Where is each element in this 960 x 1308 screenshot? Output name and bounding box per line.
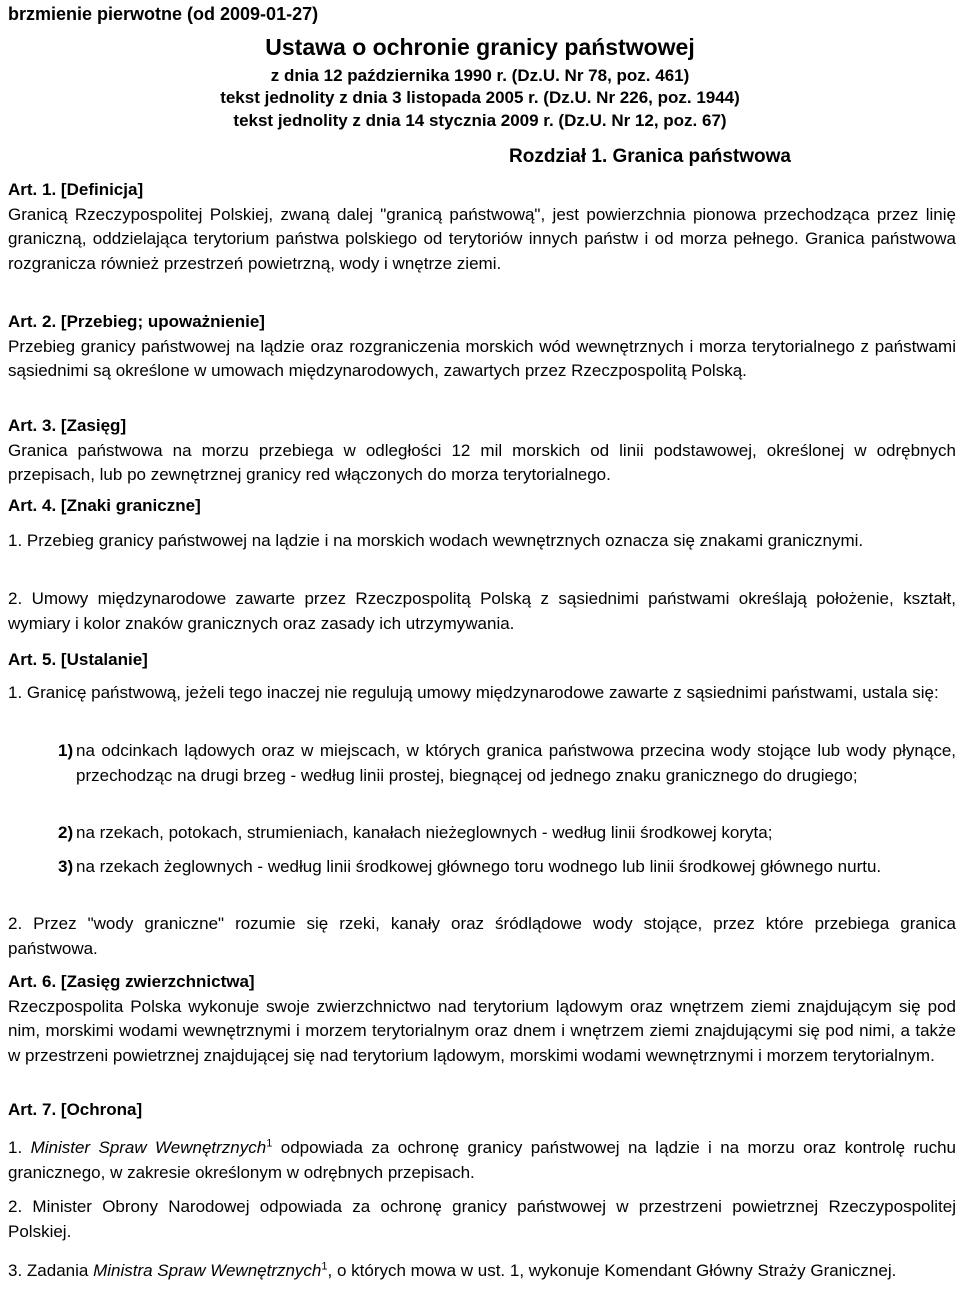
footnote-marker: 1 bbox=[321, 1260, 328, 1273]
list-item-text: na rzekach, potokach, strumieniach, kanałach nieżeglownych - według linii środkowej koryta; bbox=[76, 823, 773, 842]
act-consolidated-line-2009: tekst jednolity z dnia 14 stycznia 2009 r. (Dz.U. Nr 12, poz. 67) bbox=[233, 111, 727, 130]
article-2-text: Przebieg granicy państwowej na lądzie oraz rozgraniczenia morskich wód wewnętrznych i morza terytorialnego z państwami sąsiednimi są określone w umowach międzynarodowych, zawartych przez Rzeczpospolitą Polską. bbox=[8, 336, 956, 380]
article-6 bbox=[8, 970, 956, 1068]
article-2-heading bbox=[8, 310, 956, 335]
act-title: Ustawa o ochronie granicy państwowej bbox=[265, 34, 695, 60]
article-1-heading bbox=[8, 178, 956, 203]
article-7-number: Art. 7. bbox=[8, 1100, 57, 1119]
minister-name-italic: Minister Spraw Wewnętrznych bbox=[30, 1138, 267, 1157]
list-item bbox=[58, 821, 956, 846]
chapter-heading bbox=[0, 145, 960, 170]
article-7-paragraph-1 bbox=[8, 1136, 956, 1185]
article-1-title: [Definicja] bbox=[60, 180, 144, 199]
chapter-title: Rozdział 1. Granica państwowa bbox=[509, 146, 791, 167]
article-7-paragraph-3 bbox=[8, 1259, 956, 1284]
footnote-marker: 1 bbox=[266, 1137, 273, 1150]
paragraph-text: , o których mowa w ust. 1, wykonuje Komendant Główny Straży Granicznej. bbox=[327, 1261, 897, 1280]
article-2-title: [Przebieg; upoważnienie] bbox=[60, 312, 265, 331]
article-1-number: Art. 1. bbox=[8, 180, 57, 199]
act-date-line: z dnia 12 października 1990 r. (Dz.U. Nr 78, poz. 461) bbox=[270, 66, 690, 85]
article-7-heading bbox=[8, 1098, 956, 1123]
paragraph-lead: 3. Zadania bbox=[8, 1261, 89, 1280]
article-4-paragraph-2: 2. Umowy międzynarodowe zawarte przez Rzeczpospolitą Polską z sąsiednimi państwami określają położenie, kształt, wymiary i kolor znaków granicznych oraz zasady ich utrzymywania. bbox=[8, 589, 956, 633]
article-5-number: Art. 5. bbox=[8, 650, 57, 669]
list-item-number: 1) bbox=[58, 741, 74, 760]
article-6-title: [Zasięg zwierzchnictwa] bbox=[60, 972, 255, 991]
list-item-number: 2) bbox=[58, 823, 74, 842]
article-4-title: [Znaki graniczne] bbox=[60, 496, 201, 515]
article-4-number: Art. 4. bbox=[8, 496, 57, 515]
article-3-number: Art. 3. bbox=[8, 416, 57, 435]
list-item-text: na rzekach żeglownych - według linii środkowej głównego toru wodnego lub linii środkowej głównego nurtu. bbox=[76, 857, 882, 876]
article-1 bbox=[8, 178, 956, 276]
article-2-number: Art. 2. bbox=[8, 312, 57, 331]
list-item-number: 3) bbox=[58, 857, 74, 876]
article-7-title: [Ochrona] bbox=[60, 1100, 143, 1119]
article-1-text: Granicą Rzeczypospolitej Polskiej, zwaną dalej "granicą państwową", jest powierzchnia pionowa przechodząca przez linię graniczną, oddzielająca terytorium państwa polskiego od terytoriów innych państw i od morza pełnego. Granica państwowa rozgranicza również przestrzeń powietrzną, wody i wnętrze ziemi. bbox=[8, 204, 956, 273]
paragraph-number: 1. bbox=[8, 1138, 23, 1157]
list-item-text: na odcinkach lądowych oraz w miejscach, w których granica państwowa przecina wody stojące lub wody płynące, przechodząc na drugi brzeg - według linii prostej, biegnącej od jednego znaku granicznego do drugiego; bbox=[76, 741, 956, 785]
article-5-heading bbox=[8, 648, 956, 673]
article-2 bbox=[8, 310, 956, 384]
article-6-number: Art. 6. bbox=[8, 972, 57, 991]
article-4-paragraph-1: 1. Przebieg granicy państwowej na lądzie i na morskich wodach wewnętrznych oznacza się znakami granicznymi. bbox=[8, 531, 864, 550]
article-7-paragraph-2: 2. Minister Obrony Narodowej odpowiada za ochronę granicy państwowej w przestrzeni powietrznej Rzeczypospolitej Polskiej. bbox=[8, 1197, 956, 1241]
article-5-paragraph-2: 2. Przez "wody graniczne" rozumie się rzeki, kanały oraz śródlądowe wody stojące, przez które przebiega granica państwowa. bbox=[8, 914, 956, 958]
paragraph-text: odpowiada za ochronę granicy państwowej na lądzie i na morzu oraz kontrolę ruchu granicznego, w zakresie określonym w odrębnych przepisach. bbox=[8, 1138, 956, 1182]
version-status: brzmienie pierwotne (od 2009-01-27) bbox=[8, 4, 319, 24]
article-6-text: Rzeczpospolita Polska wykonuje swoje zwierzchnictwo nad terytorium lądowym oraz wnętrzem ziemi znajdującym się pod nim, morskimi wodami wewnętrznymi i morzem terytorialnym oraz dnem i wnętrzem ziemi znajdującymi się pod nimi, a także w przestrzeni powietrznej znajdującej się nad terytorium lądowym, morskimi wodami wewnętrznymi i morzem terytorialnym. bbox=[8, 996, 956, 1065]
article-6-heading bbox=[8, 970, 956, 995]
list-item bbox=[58, 739, 956, 788]
article-4-heading bbox=[8, 494, 956, 519]
article-3-text: Granica państwowa na morzu przebiega w odległości 12 mil morskich od linii podstawowej, określonej w odrębnych przepisach, lub po zewnętrznej granicy red włączonych do morza terytorialnego. bbox=[8, 440, 956, 484]
article-3 bbox=[8, 414, 956, 488]
article-3-title: [Zasięg] bbox=[60, 416, 127, 435]
act-consolidated-line-2005: tekst jednolity z dnia 3 listopada 2005 r. (Dz.U. Nr 226, poz. 1944) bbox=[220, 88, 740, 107]
article-5-paragraph-1: 1. Granicę państwową, jeżeli tego inaczej nie regulują umowy międzynarodowe zawarte z sąsiednimi państwami, ustala się: bbox=[8, 683, 939, 702]
article-3-heading bbox=[8, 414, 956, 439]
minister-name-italic: Ministra Spraw Wewnętrznych bbox=[93, 1261, 322, 1280]
list-item bbox=[58, 855, 956, 880]
article-5-title: [Ustalanie] bbox=[60, 650, 148, 669]
